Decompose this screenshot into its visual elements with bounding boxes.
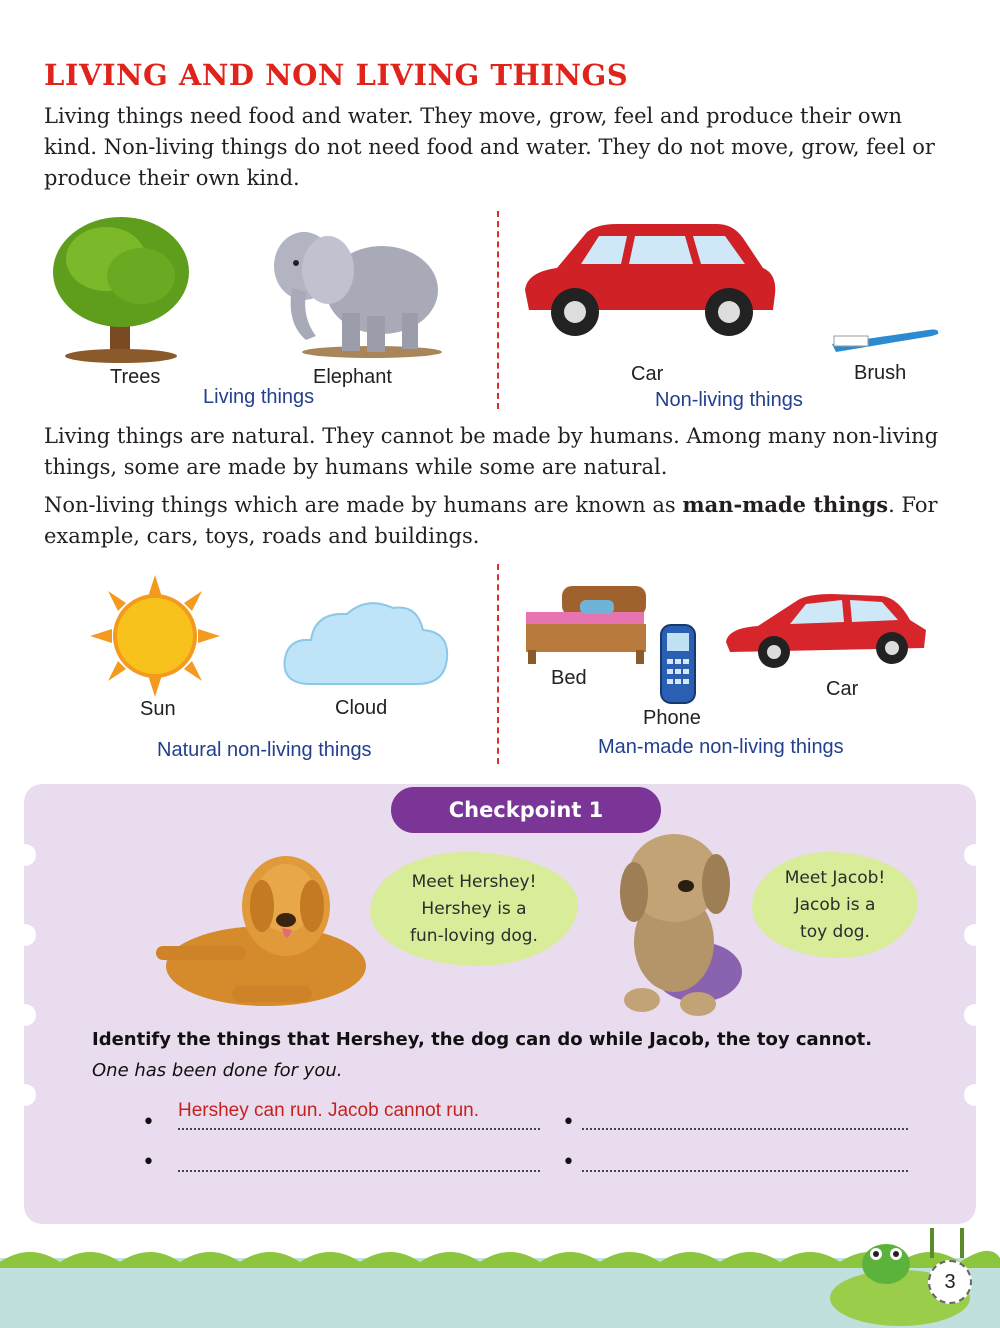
hershey-speech-bubble: Meet Hershey! Hershey is a fun-loving dog. bbox=[370, 852, 578, 966]
group-man-made-non-living: Man-made non-living things bbox=[598, 736, 844, 758]
tree-illustration bbox=[46, 214, 196, 364]
checkpoint-badge: Checkpoint 1 bbox=[388, 784, 664, 836]
sun-illustration bbox=[90, 575, 220, 697]
group-natural-non-living: Natural non-living things bbox=[157, 739, 372, 761]
divider-row2 bbox=[497, 564, 499, 764]
label-brush: Brush bbox=[854, 362, 907, 384]
cloud-illustration bbox=[277, 594, 455, 694]
label-sun: Sun bbox=[140, 698, 176, 720]
answer-line-1[interactable] bbox=[178, 1128, 540, 1130]
toothbrush-illustration bbox=[828, 322, 943, 360]
paragraph-natural: Living things are natural. They cannot be made by humans. Among many non-living things, some are made by humans while some are natural. bbox=[44, 424, 939, 479]
car-illustration bbox=[517, 218, 782, 343]
jacob-toy-dog-photo bbox=[612, 822, 762, 1018]
elephant-illustration bbox=[262, 218, 447, 358]
man-made-things-term: man-made things bbox=[682, 492, 889, 517]
footer-grass-water-decoration bbox=[0, 1228, 1000, 1328]
group-non-living-things: Non-living things bbox=[655, 389, 803, 411]
answer-line-4[interactable] bbox=[582, 1170, 908, 1172]
bullet-4: • bbox=[562, 1150, 575, 1175]
car-red-illustration bbox=[722, 592, 930, 672]
phone-illustration bbox=[655, 623, 701, 705]
bullet-3: • bbox=[142, 1150, 155, 1175]
page-title: LIVING AND NON LIVING THINGS bbox=[44, 58, 629, 92]
label-trees: Trees bbox=[110, 366, 161, 388]
answer-line-2[interactable] bbox=[582, 1128, 908, 1130]
label-bed: Bed bbox=[551, 667, 587, 689]
bullet-1: • bbox=[142, 1110, 155, 1135]
label-car: Car bbox=[631, 363, 664, 385]
group-living-things: Living things bbox=[203, 386, 315, 408]
answer-line-3[interactable] bbox=[178, 1170, 540, 1172]
label-elephant: Elephant bbox=[313, 366, 392, 388]
label-cloud: Cloud bbox=[335, 697, 388, 719]
paragraph-man-made: Non-living things which are made by humans are known as man-made things. For example, cars, toys, roads and buildings. bbox=[44, 492, 938, 548]
label-car-2: Car bbox=[826, 678, 859, 700]
jacob-speech-bubble: Meet Jacob! Jacob is a toy dog. bbox=[752, 852, 918, 958]
example-answer: Hershey can run. Jacob cannot run. bbox=[178, 1100, 480, 1121]
divider-row1 bbox=[497, 211, 499, 409]
hershey-dog-photo bbox=[136, 846, 372, 1018]
checkpoint-question: Identify the things that Hershey, the dog can do while Jacob, the toy cannot. bbox=[92, 1029, 873, 1050]
bed-illustration bbox=[522, 576, 652, 666]
label-phone: Phone bbox=[643, 707, 701, 729]
page-number: 3 bbox=[928, 1260, 972, 1304]
bullet-2: • bbox=[562, 1110, 575, 1135]
intro-paragraph: Living things need food and water. They move, grow, feel and produce their own kind. Non-living things do not need food and water. They do not move, grow, feel or produce their own kind. bbox=[44, 104, 935, 190]
checkpoint-instruction: One has been done for you. bbox=[92, 1060, 343, 1081]
